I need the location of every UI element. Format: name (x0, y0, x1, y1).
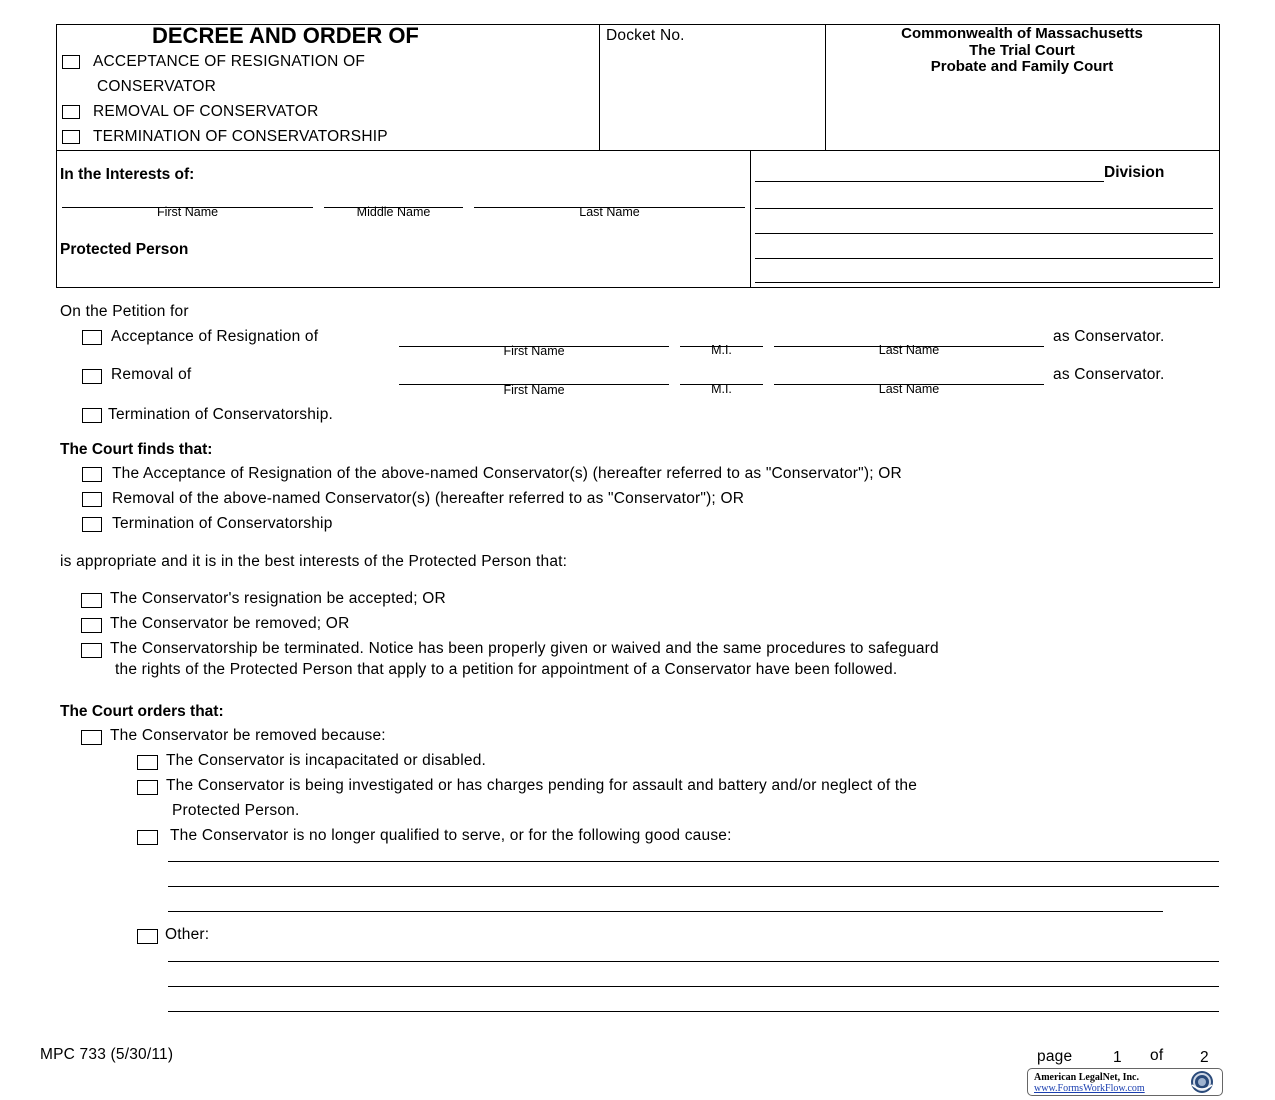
option-acceptance-of-resignation: ACCEPTANCE OF RESIGNATION OF (93, 53, 365, 70)
that-conservator-removed: The Conservator be removed; OR (110, 615, 350, 632)
division-divider (750, 150, 751, 288)
header-divider (56, 150, 1220, 151)
caption-last-name: Last Name (579, 205, 640, 219)
good-cause-line-1[interactable] (168, 845, 1219, 862)
reason-not-qualified: The Conservator is no longer qualified to serve, or for the following good cause: (170, 827, 732, 844)
form-id: MPC 733 (5/30/11) (40, 1046, 174, 1063)
checkbox-petition-removal[interactable] (82, 369, 102, 384)
checkbox-conservatorship-terminated[interactable] (81, 643, 102, 658)
total-pages: 2 (1200, 1049, 1209, 1066)
of-label: of (1150, 1047, 1164, 1064)
finding-acceptance: The Acceptance of Resignation of the above-named Conservator(s) (hereafter referred to as "Conservator"); OR (112, 465, 902, 482)
petition-acceptance-label: Acceptance of Resignation of (111, 328, 319, 345)
docket-divider (599, 24, 600, 150)
that-conservatorship-terminated: The Conservatorship be terminated. Notice has been properly given or waived and the same procedures to safeguard (110, 640, 939, 657)
brand-name: American LegalNet, Inc. (1034, 1072, 1139, 1083)
removed-because-label: The Conservator be removed because: (110, 727, 386, 744)
checkbox-reason-incapacitated[interactable] (137, 755, 158, 770)
that-resignation-accepted: The Conservator's resignation be accepted; OR (110, 590, 446, 607)
interests-label: In the Interests of: (60, 166, 195, 183)
option-acceptance-continuation: CONSERVATOR (97, 78, 217, 95)
court-line-2: The Trial Court (969, 42, 1075, 59)
other-line-3[interactable] (168, 995, 1219, 1012)
division-address-line-3 (755, 258, 1213, 259)
brand-logo-icon (1184, 1069, 1220, 1095)
division-input[interactable] (755, 165, 1104, 182)
checkbox-termination-of-conservatorship[interactable] (62, 130, 80, 144)
findings-heading: The Court finds that: (60, 441, 213, 458)
division-address-line-4 (755, 282, 1213, 283)
finding-removal: Removal of the above-named Conservator(s) (hereafter referred to as "Conservator"); OR (112, 490, 745, 507)
page-label: page (1037, 1048, 1073, 1065)
good-cause-line-2[interactable] (168, 870, 1219, 887)
petition-removal-label: Removal of (111, 366, 192, 383)
docket-label: Docket No. (606, 27, 685, 44)
that-terminated-continuation: the rights of the Protected Person that apply to a petition for appointment of a Conservator have been followed. (115, 661, 898, 678)
caption-acceptance-last-name: Last Name (878, 343, 940, 357)
checkbox-petition-termination[interactable] (82, 408, 102, 423)
page-number: 1 (1113, 1049, 1122, 1066)
checkbox-petition-acceptance[interactable] (82, 330, 102, 345)
acceptance-as-conservator: as Conservator. (1053, 328, 1165, 345)
docket-number-input[interactable] (610, 60, 810, 76)
reason-other: Other: (165, 926, 210, 943)
checkbox-finding-acceptance[interactable] (82, 467, 102, 482)
checkbox-resignation-accepted[interactable] (81, 593, 102, 608)
caption-removal-mi: M.I. (711, 382, 732, 396)
option-termination-of-conservatorship: TERMINATION OF CONSERVATORSHIP (93, 128, 388, 145)
checkbox-removed-because[interactable] (81, 730, 102, 745)
caption-middle-name: Middle Name (356, 205, 431, 219)
petition-intro: On the Petition for (60, 303, 189, 320)
appropriate-statement: is appropriate and it is in the best interests of the Protected Person that: (60, 553, 568, 570)
checkbox-finding-termination[interactable] (82, 517, 102, 532)
form-title: DECREE AND ORDER OF (152, 23, 419, 48)
good-cause-line-3[interactable] (168, 895, 1163, 912)
caption-removal-first-name: First Name (503, 383, 565, 397)
division-address-line-1 (755, 208, 1213, 209)
division-label: Division (1104, 164, 1165, 181)
court-line-3: Probate and Family Court (930, 58, 1114, 75)
checkbox-removal-of-conservator[interactable] (62, 105, 80, 119)
checkbox-acceptance-of-resignation[interactable] (62, 55, 80, 69)
checkbox-finding-removal[interactable] (82, 492, 102, 507)
reason-investigated-continuation: Protected Person. (172, 802, 300, 819)
division-address-line-2 (755, 233, 1213, 234)
checkbox-conservator-removed[interactable] (81, 618, 102, 633)
checkbox-reason-other[interactable] (137, 929, 158, 944)
caption-acceptance-first-name: First Name (503, 344, 565, 358)
protected-person-label: Protected Person (60, 241, 189, 258)
reason-investigated: The Conservator is being investigated or has charges pending for assault and battery and/or neglect of the (166, 777, 918, 794)
reason-incapacitated: The Conservator is incapacitated or disabled. (166, 752, 487, 769)
caption-acceptance-mi: M.I. (711, 343, 732, 357)
brand-badge[interactable] (1027, 1068, 1223, 1096)
brand-url: www.FormsWorkFlow.com (1034, 1083, 1145, 1094)
caption-first-name: First Name (156, 205, 219, 219)
checkbox-reason-not-qualified[interactable] (137, 830, 158, 845)
petition-termination-label: Termination of Conservatorship. (108, 406, 334, 423)
option-removal-of-conservator: REMOVAL OF CONSERVATOR (93, 103, 319, 120)
finding-termination: Termination of Conservatorship (112, 515, 333, 532)
checkbox-reason-investigated[interactable] (137, 780, 158, 795)
caption-removal-last-name: Last Name (878, 382, 940, 396)
removal-as-conservator: as Conservator. (1053, 366, 1165, 383)
orders-heading: The Court orders that: (60, 703, 224, 720)
other-line-2[interactable] (168, 970, 1219, 987)
court-line-1: Commonwealth of Massachusetts (901, 25, 1143, 42)
other-line-1[interactable] (168, 945, 1219, 962)
